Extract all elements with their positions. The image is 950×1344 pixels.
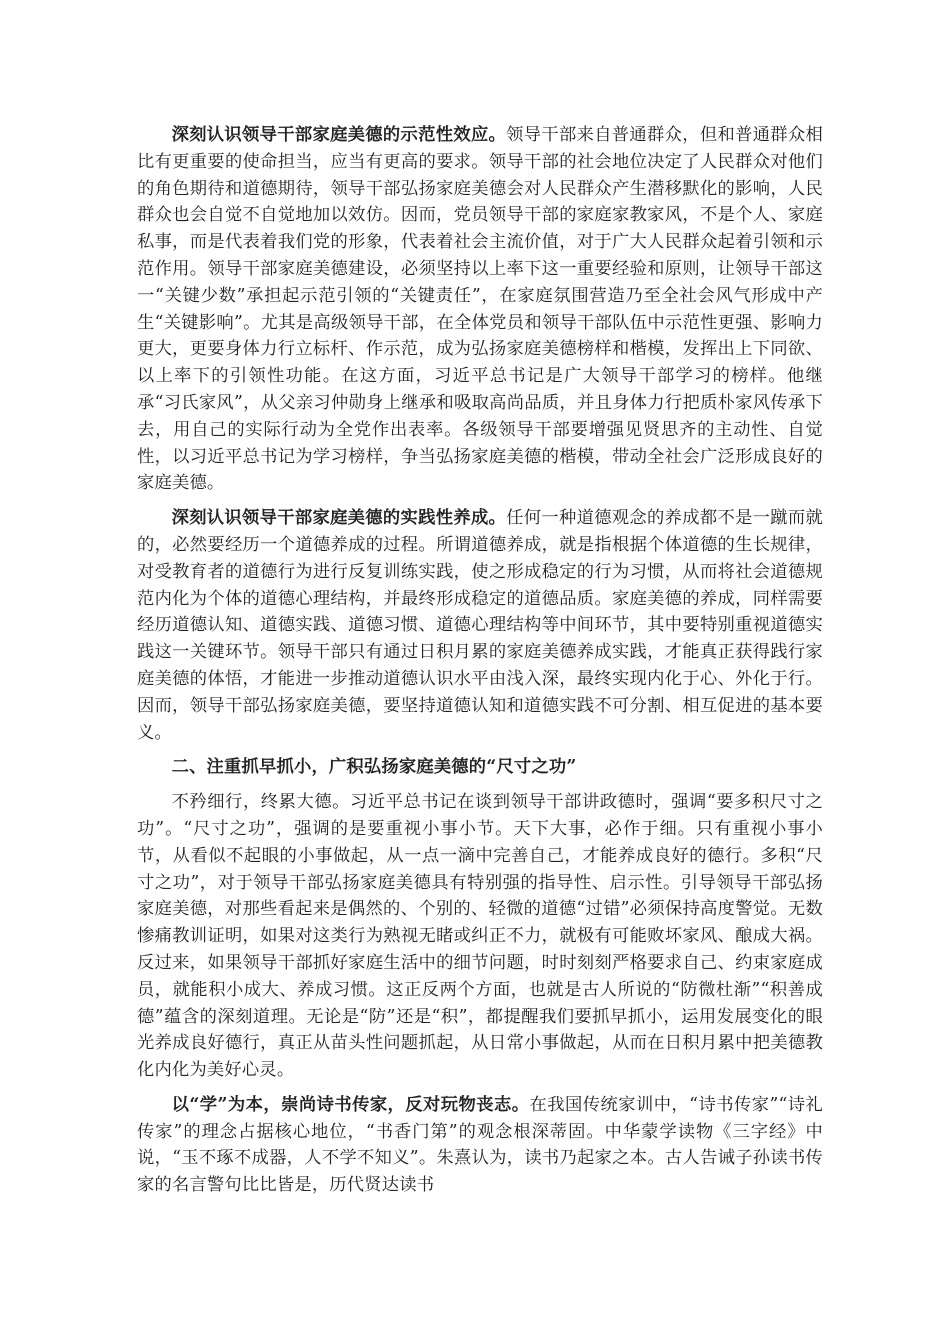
paragraph-text: 任何一种道德观念的养成都不是一蹴而就的，必然要经历一个道德养成的过程。所谓道德养成，就是指根据个体道德的生长规律，对受教育者的道德行为进行反复训练实践，使之形成稳定的行为习惯，从而将社会道德规范内化为个体的道德心理结构，并最终形成稳定的道德品质。家庭美德的养成，同样需要经历道德认知、道德实践、道德习惯、道德心理结构等中间环节，其中要特别重视道德实践这一关键环节。领导干部只有通过日积月累的家庭美德养成实践，才能真正获得践行家庭美德的体悟，才能进一步推动道德认识水平由浅入深，最终实现内化于心、外化于行。因而，领导干部弘扬家庭美德，要坚持道德认知和道德实践不可分割、相互促进的基本要义。 (137, 508, 823, 743)
paragraph-lead-heading: 深刻认识领导干部家庭美德的示范性效应。 (171, 125, 507, 145)
paragraph-text: 领导干部来自普通群众，但和普通群众相比有更重要的使命担当，应当有更高的要求。领导干部的社会地位决定了人民群众对他们的角色期待和道德期待，领导干部弘扬家庭美德会对人民群众产生潜移默化的影响，人民群众也会自觉不自觉地加以效仿。因而，党员领导干部的家庭家教家风，不是个人、家庭私事，而是代表着我们党的形象，代表着社会主流价值，对于广大人民群众起着引领和示范作用。领导干部家庭美德建设，必须坚持以上率下这一重要经验和原则，让领导干部这一“关键少数”承担起示范引领的“关键责任”，在家庭氛围营造乃至全社会风气形成中产生“关键影响”。尤其是高级领导干部，在全体党员和领导干部队伍中示范性更强、影响力更大，更要身体力行立标杆、作示范，成为弘扬家庭美德榜样和楷模，发挥出上下同欲、以上率下的引领性功能。在这方面，习近平总书记是广大领导干部学习的榜样。他继承“习氏家风”，从父亲习仲勋身上继承和吸取高尚品质，并且身体力行把质朴家风传承下去，用自己的实际行动为全党作出表率。各级领导干部要增强见贤思齐的主动性、自觉性，以习近平总书记为学习榜样，争当弘扬家庭美德的楷模，带动全社会广泛形成良好的家庭美德。 (137, 125, 823, 494)
paragraph-learning-foundation (137, 1092, 823, 1199)
section-heading: 二、注重抓早抓小，广积弘扬家庭美德的“尺寸之功” (171, 757, 577, 778)
paragraph-lead-heading: 深刻认识领导干部家庭美德的实践性养成。 (171, 508, 507, 529)
paragraph-small-deeds: 不矜细行，终累大德。习近平总书记在谈到领导干部讲政德时，强调“要多积尺寸之功”。“尺寸之功”，强调的是要重视小事小节。天下大事，必作于细。只有重视小事小节，从看似不起眼的小事做起，从一点一滴中完善自己，才能养成良好的德行。多积“尺寸之功”，对于领导干部弘扬家庭美德具有特别强的指导性、启示性。引导领导干部弘扬家庭美德，对那些看起来是偶然的、个别的、轻微的道德“过错”必须保持高度警觉。无数惨痛教训证明，如果对这类行为熟视无睹或纠正不力，就极有可能败坏家风、酿成大祸。反过来，如果领导干部抓好家庭生活中的细节问题，时时刻刻严格要求自己、约束家庭成员，就能积小成大、养成习惯。这正反两个方面，也就是古人所说的“防微杜渐”“积善成德”蕴含的深刻道理。无论是“防”还是“积”，都提醒我们要抓早抓小，运用发展变化的眼光养成良好德行，真正从苗头性问题抓起，从日常小事做起，从而在日积月累中把美德教化内化为美好心灵。 (137, 792, 824, 1081)
document-body (137, 122, 823, 1207)
paragraph-practical-cultivation (137, 505, 823, 746)
paragraph-text: 在我国传统家训中，“诗书传家”“诗礼传家”的理念占据核心地位，“书香门第”的观念根深蒂固。中华蒙学读物《三字经》中说，“玉不琢不成器，人不学不知义”。朱熹认为，读书乃起家之本。古人告诫子孙读书传家的名言警句比比皆是，历代贤达读书 (137, 1094, 823, 1196)
paragraph-lead-heading: 以“学”为本，崇尚诗书传家，反对玩物丧志。 (171, 1094, 530, 1115)
paragraph-exemplary-effect (137, 122, 823, 497)
